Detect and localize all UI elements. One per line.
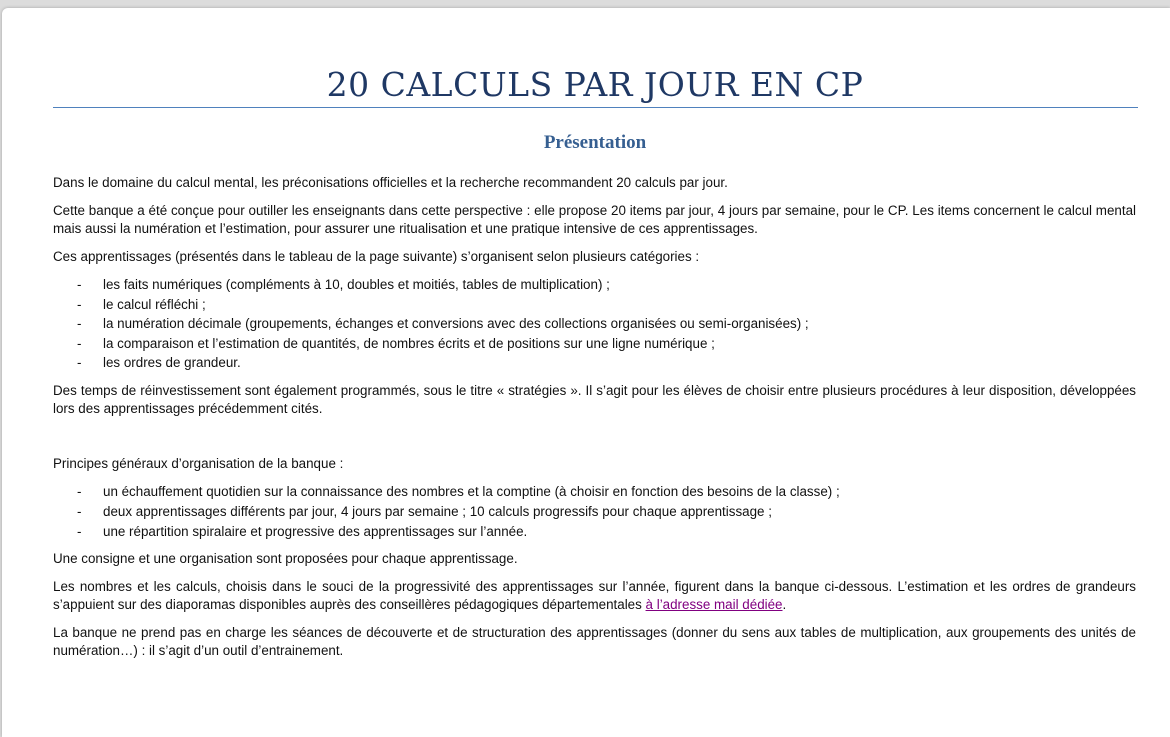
blank-line <box>53 428 1136 455</box>
dedicated-email-link[interactable]: à l’adresse mail dédiée <box>645 597 783 613</box>
document-body <box>53 174 1136 670</box>
dash-bullet: - <box>77 277 82 292</box>
list-item: - la numération décimale (groupements, échanges et conversions avec des collections organisées ou semi-organisées) ; <box>53 314 1136 334</box>
list-item: - la comparaison et l’estimation de quantités, de nombres écrits et de positions sur une ligne numérique ; <box>53 334 1136 354</box>
list-item: - une répartition spiralaire et progressive des apprentissages sur l’année. <box>53 522 1136 542</box>
paragraph-categories-intro: Ces apprentissages (présentés dans le tableau de la page suivante) s’organisent selon plusieurs catégories : <box>53 248 700 264</box>
dash-bullet: - <box>77 335 82 351</box>
list-item: - deux apprentissages différents par jour, 4 jours par semaine ; 10 calculs progressifs pour chaque apprentissage ; <box>53 502 1136 522</box>
paragraph-strategies: Des temps de réinvestissement sont également programmés, sous le titre « stratégies ». Il s’agit pour les élèves de choisir entre plusieurs procédures à leur disposition, développées lors des apprentissages précédemment cités. <box>53 382 1136 417</box>
paragraph-bank-purpose: Cette banque a été conçue pour outiller les enseignants dans cette perspective : elle propose 20 items par jour, 4 jours par semaine, pour le CP. Les items concernent le calcul mental mais aussi la numération et l’estimation, pour assurer une ritualisation et une pratique intensive de ces apprentissages. <box>53 202 1136 236</box>
paragraph-scope: La banque ne prend pas en charge les séances de découverte et de structuration des apprentissages (donner du sens aux tables de multiplication, aux groupements des unités de numération…) : il s’agit d’un outil d’entrainement. <box>53 624 1136 659</box>
list-item: - un échauffement quotidien sur la connaissance des nombres et la comptine (à choisir en fonction des besoins de la classe) ; <box>53 482 1136 502</box>
dash-bullet: - <box>77 504 82 520</box>
list-item: - les ordres de grandeur. <box>53 353 1136 373</box>
categories-list <box>53 275 1136 373</box>
principles-list <box>53 482 1136 541</box>
title-underline-rule <box>53 107 1138 108</box>
list-item: - les faits numériques (compléments à 10, doubles et moitiés, tables de multiplication) ; <box>53 275 1136 295</box>
dash-bullet: - <box>77 484 82 500</box>
section-heading: Présentation <box>543 132 647 153</box>
paragraph-principles-intro: Principes généraux d’organisation de la banque : <box>53 455 344 471</box>
paragraph-intro: Dans le domaine du calcul mental, les préconisations officielles et la recherche recommandent 20 calculs par jour. <box>53 175 728 190</box>
list-item: - le calcul réfléchi ; <box>53 295 1136 315</box>
dash-bullet: - <box>77 296 82 312</box>
document-title: 20 CALCULS PAR JOUR EN CP <box>326 65 864 104</box>
paragraph-instructions: Une consigne et une organisation sont proposées pour chaque apprentissage. <box>53 551 518 567</box>
dash-bullet: - <box>77 316 82 332</box>
document-page <box>2 8 1170 737</box>
dash-bullet: - <box>77 523 82 539</box>
dash-bullet: - <box>77 355 82 371</box>
paragraph-numbers-calculations: Les nombres et les calculs, choisis dans le souci de la progressivité des apprentissages sur l’année, figurent dans la banque ci-dessous. L’estimation et les ordres de grandeurs s’appuient sur des diaporamas disponibles auprès des conseillères pédagogiques départementales à l’adresse mail dédiée. <box>53 578 1136 613</box>
